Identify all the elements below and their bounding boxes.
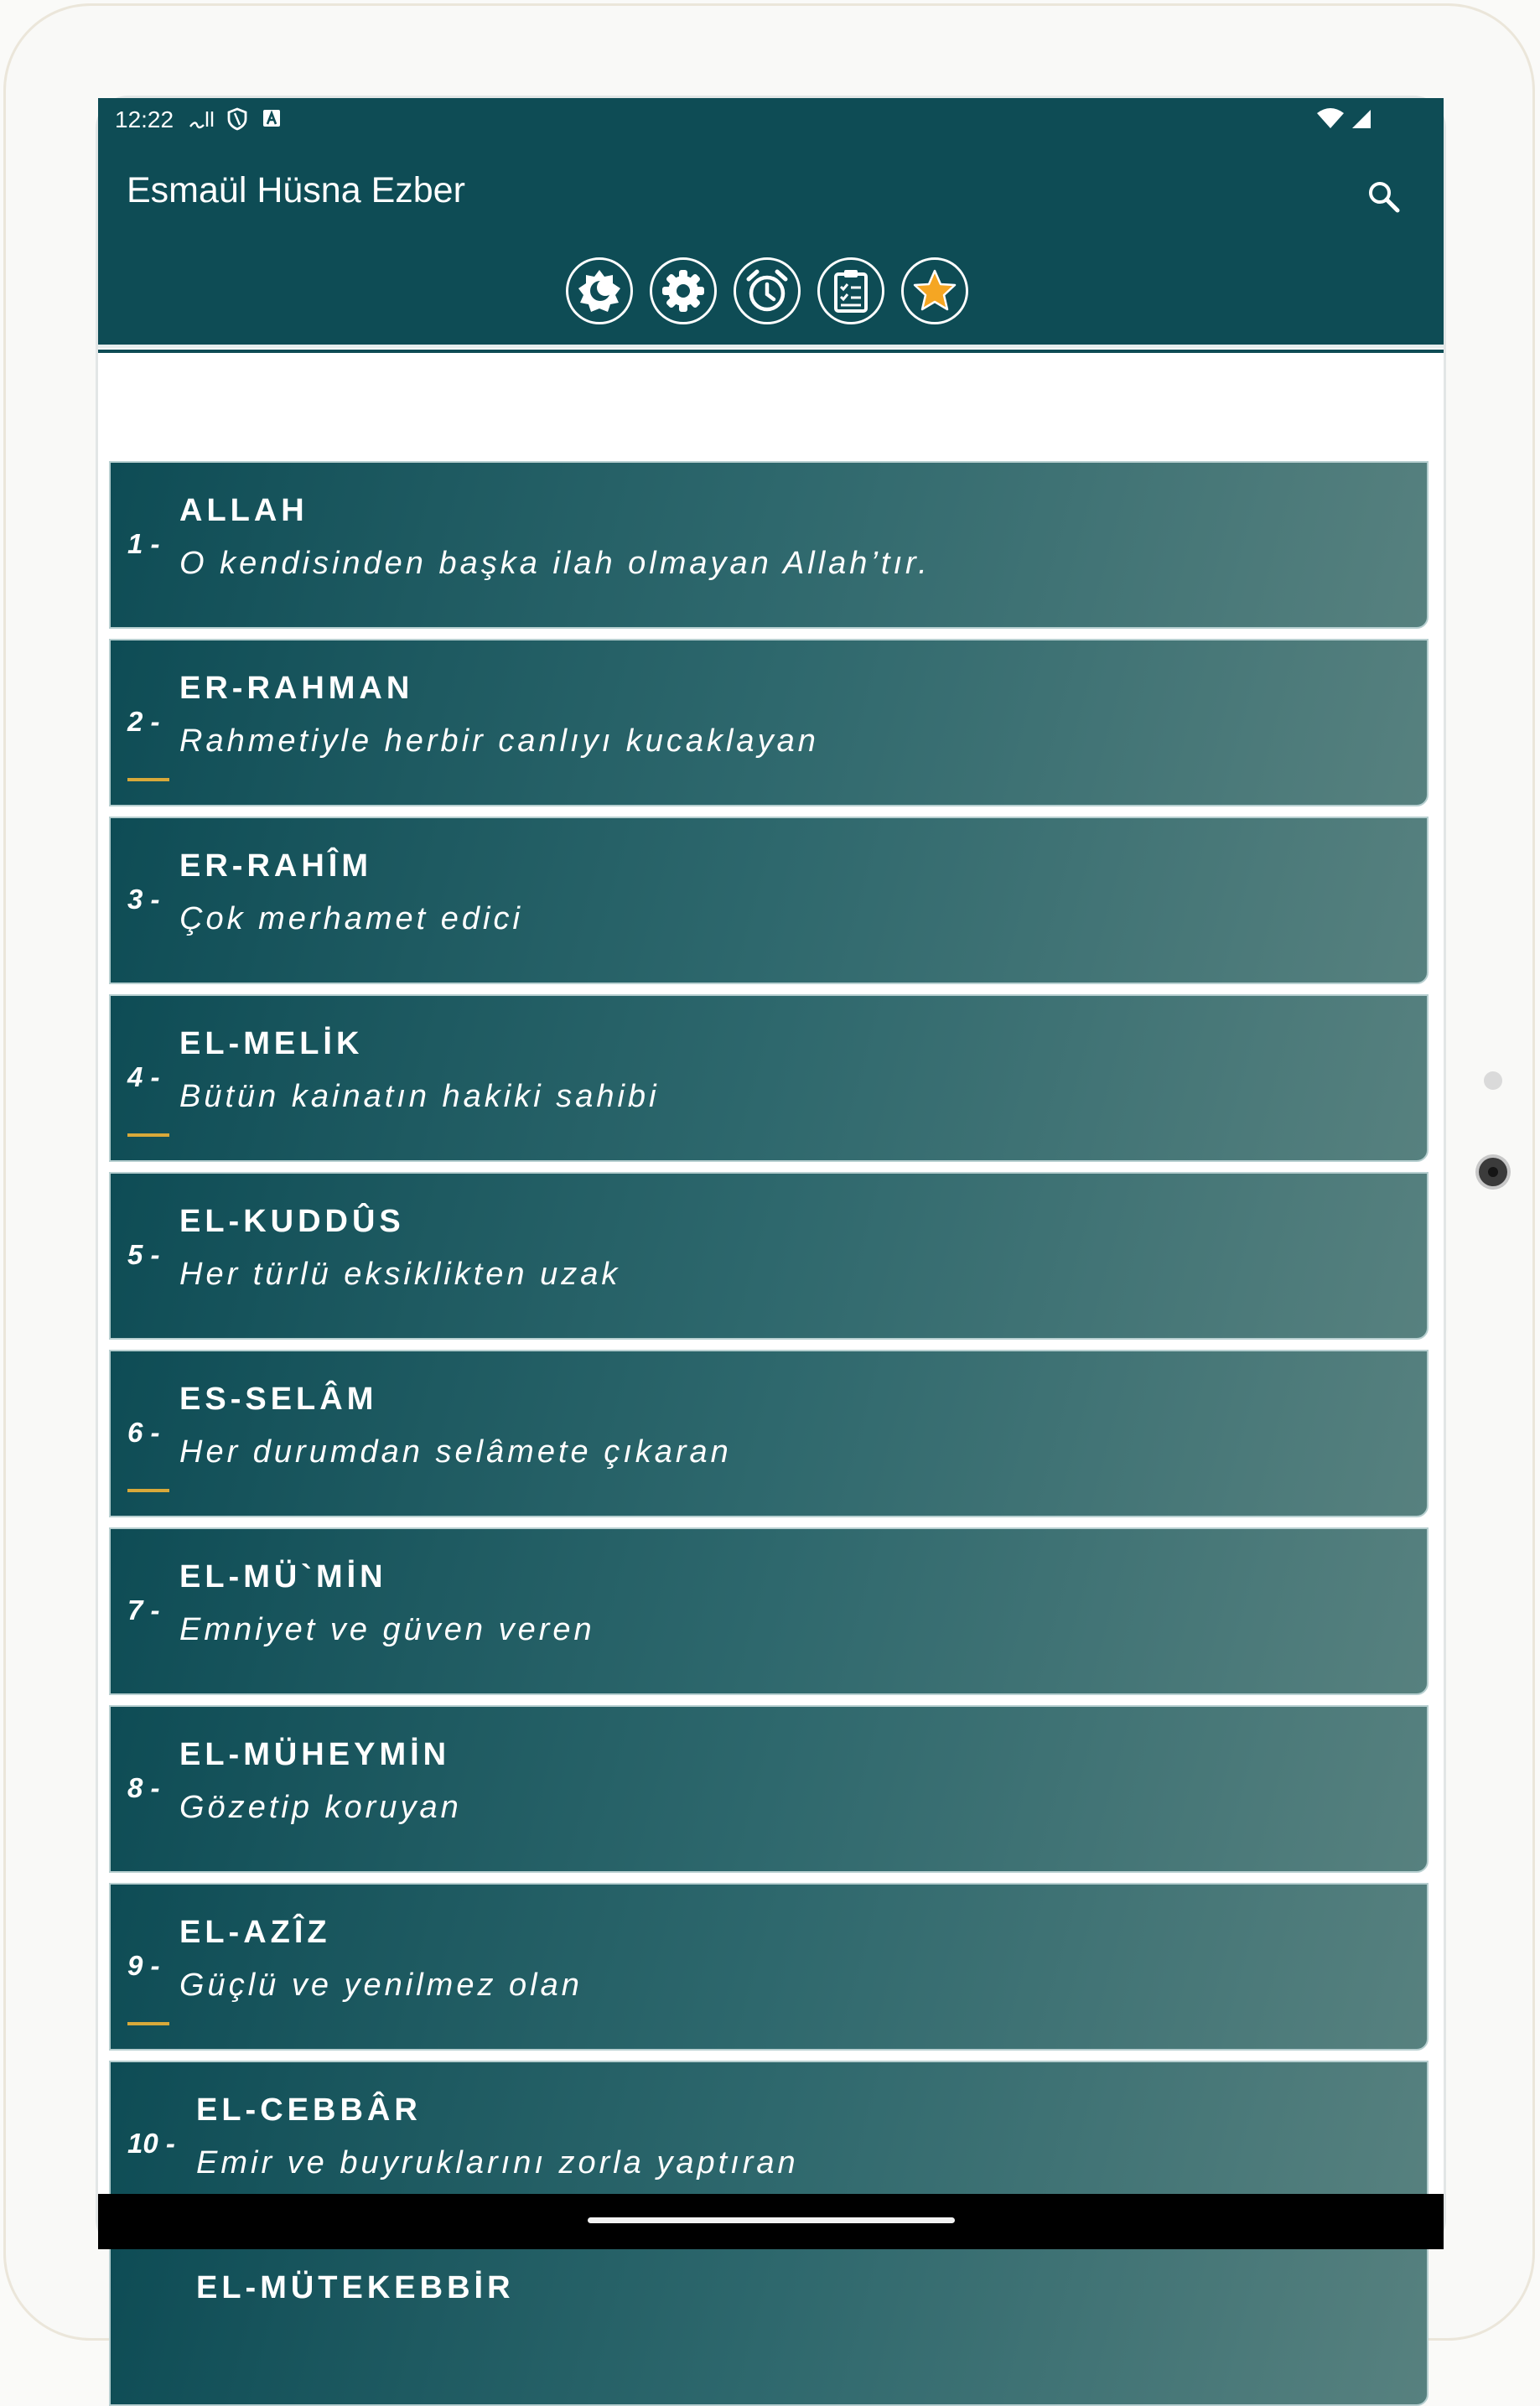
clipboard-icon [827, 267, 874, 315]
shield-icon [226, 106, 249, 132]
light-sensor [1484, 1071, 1502, 1090]
list-item[interactable] [109, 1527, 1429, 1695]
wifi-icon [1315, 106, 1346, 132]
item-meaning: Rahmetiyle herbir canlıyı kucaklayan [179, 723, 819, 759]
search-icon[interactable] [1366, 179, 1403, 215]
item-number: 2 - [127, 706, 160, 737]
app-bar [98, 98, 1444, 345]
alarm-icon [742, 266, 792, 316]
app-title: Esmaül Hüsna Ezber [127, 170, 465, 210]
signal-icon [1349, 106, 1374, 132]
list-item[interactable] [109, 461, 1429, 629]
status-time: 12:22 [115, 106, 174, 132]
notification-a-icon [261, 106, 283, 132]
item-meaning: Her durumdan selâmete çıkaran [179, 1434, 732, 1470]
item-meaning: Her türlü eksiklikten uzak [179, 1257, 621, 1292]
item-number: 8 - [127, 1772, 160, 1803]
item-name: EL-MELİK [179, 1026, 364, 1061]
item-name: EL-MÜ`MİN [179, 1559, 387, 1594]
status-bar [98, 98, 1444, 140]
list-item[interactable] [109, 1705, 1429, 1873]
front-camera [1479, 1158, 1507, 1186]
gear-icon [659, 267, 708, 315]
theme-icon [574, 266, 625, 316]
number-underline [127, 1489, 169, 1492]
item-meaning: Emir ve buyruklarını zorla yaptıran [196, 2145, 799, 2180]
item-name: EL-CEBBÂR [196, 2092, 422, 2128]
item-meaning: O kendisinden başka ilah olmayan Allah’tır. [179, 546, 931, 581]
list-item[interactable] [109, 994, 1429, 1162]
list-item[interactable] [109, 2238, 1429, 2406]
item-number: 9 - [127, 1950, 160, 1981]
item-meaning: Gözetip koruyan [179, 1790, 462, 1825]
item-number: 5 - [127, 1239, 160, 1270]
item-meaning: Bütün kainatın hakiki sahibi [179, 1079, 660, 1114]
list-item[interactable] [109, 817, 1429, 984]
item-name: EL-MÜHEYMİN [179, 1737, 451, 1772]
list-item[interactable] [109, 1350, 1429, 1517]
item-number: 3 - [127, 884, 160, 915]
list-item[interactable] [109, 1883, 1429, 2051]
item-meaning: Güçlü ve yenilmez olan [179, 1968, 583, 2003]
item-name: ER-RAHMAN [179, 671, 414, 706]
list-item[interactable] [109, 639, 1429, 806]
alarm-button[interactable] [734, 257, 801, 324]
item-meaning: Çok merhamet edici [179, 901, 523, 936]
home-gesture-handle[interactable] [588, 2217, 955, 2223]
names-list[interactable] [98, 356, 1444, 2305]
list-button[interactable] [817, 257, 884, 324]
item-number: 10 - [127, 2128, 175, 2159]
number-underline [127, 2022, 169, 2025]
settings-button[interactable] [650, 257, 717, 324]
header-divider [98, 345, 1444, 348]
item-name: EL-KUDDÛS [179, 1204, 405, 1239]
notification-app-icon [187, 106, 215, 132]
favorites-button[interactable] [901, 257, 968, 324]
star-icon [910, 266, 960, 316]
list-item[interactable] [109, 1172, 1429, 1340]
item-meaning: Emniyet ve güven veren [179, 1612, 595, 1647]
screen [98, 98, 1444, 2305]
navigation-bar [98, 2194, 1444, 2249]
header-divider-dark [98, 350, 1444, 353]
toolbar-icon-row [566, 257, 985, 329]
item-number: 6 - [127, 1417, 160, 1448]
number-underline [127, 1133, 169, 1137]
item-name: ES-SELÂM [179, 1382, 378, 1417]
theme-button[interactable] [566, 257, 633, 324]
item-name: ALLAH [179, 493, 309, 528]
item-name: ER-RAHÎM [179, 848, 372, 884]
item-name: EL-MÜTEKEBBİR [196, 2270, 515, 2305]
number-underline [127, 778, 169, 781]
item-number: 7 - [127, 1594, 160, 1626]
item-name: EL-AZÎZ [179, 1915, 331, 1950]
item-number: 1 - [127, 528, 160, 559]
item-number: 4 - [127, 1061, 160, 1092]
